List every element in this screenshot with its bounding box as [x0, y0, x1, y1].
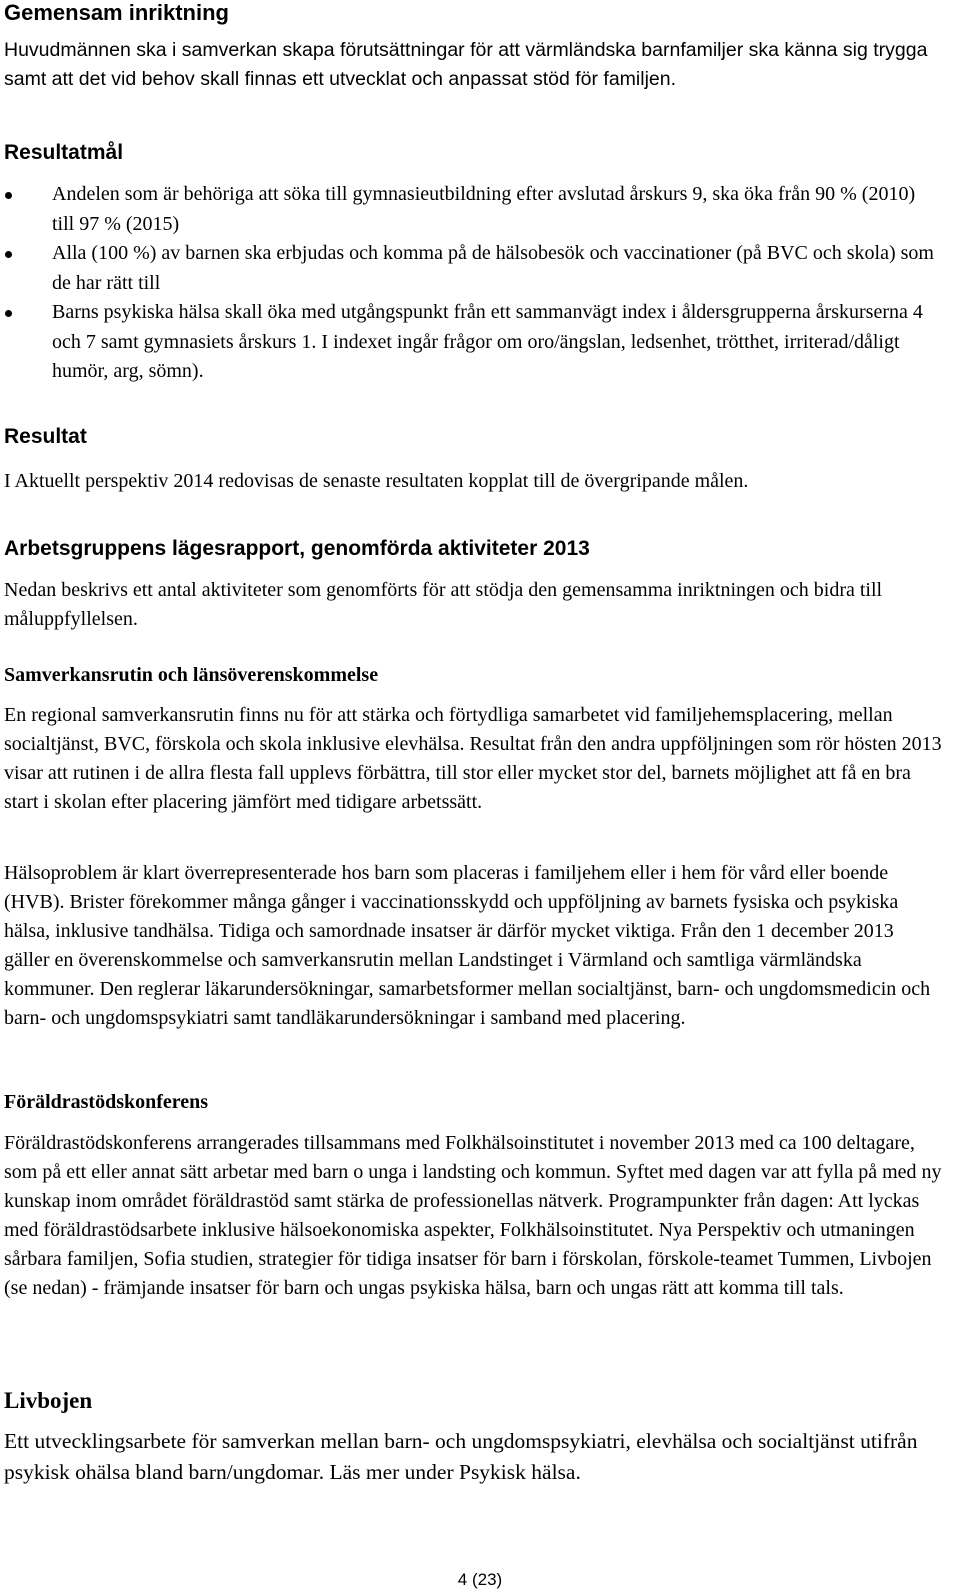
paragraph-livbojen: Ett utvecklingsarbete för samverkan mellan barn- och ungdomspsykiatri, elevhälsa och socialtjänst utifrån psykisk ohälsa bland barn/ungdomar. Läs mer under Psykisk hälsa.	[4, 1429, 918, 1484]
section-heading-resultat: Resultat	[4, 425, 87, 448]
section-heading-livbojen: Livbojen	[4, 1388, 93, 1413]
bullet-icon	[5, 251, 12, 258]
section-heading-resultatmal: Resultatmål	[4, 141, 124, 164]
page-number: 4 (23)	[457, 1570, 503, 1589]
bullet-text: Andelen som är behöriga att söka till gymnasieutbildning efter avslutad årskurs 9, ska öka från 90 % (2010) till 97 % (2015)	[52, 183, 916, 235]
paragraph-samverkansrutin-2: Hälsoproblem är klart överrepresenterade hos barn som placeras i familjehem eller i hem för vård eller boende (HVB). Brister förekommer många gånger i vaccinationsskydd och uppföljning av barnets fysiska och psykiska hälsa, inklusive tandhälsa. Tidiga och samordnade insatser är därför mycket viktiga. Från den 1 december 2013 gäller en överenskommelse och samverkansrutin mellan Landstinget i Värmland och samtliga värmländska kommuner. Den reglerar läkarundersökningar, samarbetsformer mellan socialtjänst, barn- och ungdomsmedicin och barn- och ungdomspsykiatri samt tandläkarundersökningar i samband med placering.	[4, 862, 931, 1029]
list-item	[0, 298, 940, 387]
paragraph-resultat: I Aktuellt perspektiv 2014 redovisas de senaste resultaten kopplat till de övergripande målen.	[4, 470, 749, 492]
section-heading-gemensam-inriktning: Gemensam inriktning	[4, 0, 229, 25]
paragraph-arbetsgruppens-lagesrapport: Nedan beskrivs ett antal aktiviteter som genomförts för att stödja den gemensamma inriktningen och bidra till måluppfyllelsen.	[4, 579, 883, 630]
resultatmal-bullet-list	[0, 180, 940, 387]
bullet-text: Alla (100 %) av barnen ska erbjudas och komma på de hälsobesök och vaccinationer (på BVC och skola) som de har rätt till	[52, 242, 934, 294]
paragraph-samverkansrutin-1: En regional samverkansrutin finns nu för att stärka och förtydliga samarbetet vid familjehemsplacering, mellan socialtjänst, BVC, förskola och skola inklusive elevhälsa. Resultat från den andra uppföljningen som rör hösten 2013 visar att rutinen i de allra flesta fall upplevs förbättra, till stor eller mycket stor del, barnets möjlighet att få en bra start i skolan efter placering jämfört med tidigare arbetssätt.	[4, 704, 942, 813]
section-heading-foraldrastodskonferens: Föräldrastödskonferens	[4, 1091, 209, 1113]
bullet-icon	[5, 192, 12, 199]
section-heading-samverkansrutin: Samverkansrutin och länsöverenskommelse	[4, 664, 379, 686]
section-heading-arbetsgruppens-lagesrapport: Arbetsgruppens lägesrapport, genomförda aktiviteter 2013	[4, 537, 590, 560]
list-item	[0, 180, 940, 239]
paragraph-gemensam-inriktning: Huvudmännen ska i samverkan skapa förutsättningar för att värmländska barnfamiljer ska känna sig trygga samt att det vid behov skall finnas ett utvecklat och anpassat stöd för familjen.	[4, 39, 928, 90]
list-item	[0, 239, 940, 298]
bullet-icon	[5, 310, 12, 317]
bullet-text: Barns psykiska hälsa skall öka med utgångspunkt från ett sammanvägt index i åldersgrupperna årskurserna 4 och 7 samt gymnasiets årskurs 1. I indexet ingår frågor om oro/ängslan, ledsenhet, trötthet, irriterad/dåligt humör, arg, sömn).	[52, 301, 923, 382]
paragraph-foraldrastodskonferens: Föräldrastödskonferens arrangerades tillsammans med Folkhälsoinstitutet i november 2013 med ca 100 deltagare, som på ett eller annat sätt arbetar med barn o unga i landsting och kommun. Syftet med dagen var att fylla på med ny kunskap inom området föräldrastöd samt stärka de professionellas nätverk. Programpunkter från dagen: Att lyckas med föräldrastödsarbete inklusive hälsoekonomiska aspekter, Folkhälsoinstitutet. Nya Perspektiv och utmaningen sårbara familjen, Sofia studien, strategier för tidiga insatser för barn i förskolan, förskole-teamet Tummen, Livbojen (se nedan) - främjande insatser för barn och ungas psykiska hälsa, barn och ungas rätt att komma till tals.	[4, 1132, 942, 1299]
